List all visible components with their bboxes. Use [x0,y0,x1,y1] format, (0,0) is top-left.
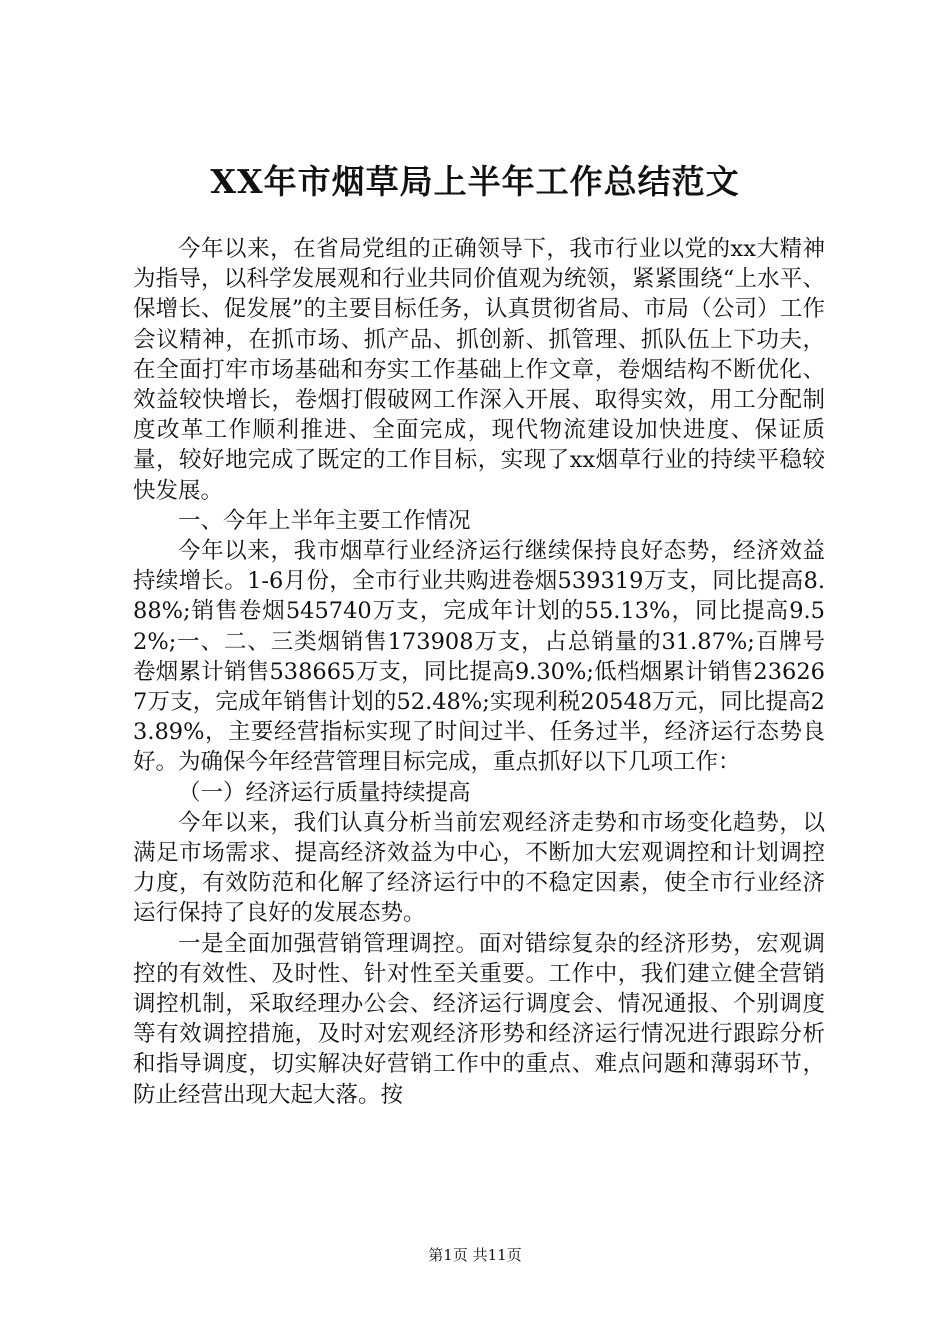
paragraph-overview: 今年以来，我市烟草行业经济运行继续保持良好态势，经济效益持续增长。1-6月份，全市行业共购进卷烟539319万支，同比提高8.88%;销售卷烟545740万支，完成年计划的55.13%，同比提高9.52%;一、二、三类烟销售173908万支，占总销量的31.87%;百牌号卷烟累计销售538665万支，同比提高9.30%;低档烟累计销售236267万支，完成年销售计划的52.48%;实现利税20548万元，同比提高23.89%，主要经营指标实现了时间过半、任务过半，经济运行态势良好。为确保今年经营管理目标完成，重点抓好以下几项工作： [133,538,825,776]
paragraph-economy: 今年以来，我们认真分析当前宏观经济走势和市场变化趋势，以满足市场需求、提高经济效益为中心，不断加大宏观调控和计划调控力度，有效防范和化解了经济运行中的不稳定因素，使全市行业经济运行保持了良好的发展态势。 [133,809,825,927]
paragraph-intro: 今年以来，在省局党组的正确领导下，我市行业以党的xx大精神为指导，以科学发展观和行业共同价值观为统领，紧紧围绕“上水平、保增长、促发展”的主要目标任务，认真贯彻省局、市局（公司）工作会议精神，在抓市场、抓产品、抓创新、抓管理、抓队伍上下功夫，在全面打牢市场基础和夯实工作基础上作文章，卷烟结构不断优化、效益较快增长，卷烟打假破网工作深入开展、取得实效，用工分配制度改革工作顺利推进、全面完成，现代物流建设加快进度、保证质量，较好地完成了既定的工作目标，实现了xx烟草行业的持续平稳较快发展。 [133,236,825,504]
document-title: XX年市烟草局上半年工作总结范文 [210,162,740,201]
subsection-heading-1: （一）经济运行质量持续提高 [178,779,471,806]
section-heading-1: 一、今年上半年主要工作情况 [178,507,471,534]
page-footer: 第1页 共11页 [428,1246,522,1264]
document-body [133,234,825,1110]
paragraph-marketing: 一是全面加强营销管理调控。面对错综复杂的经济形势，宏观调控的有效性、及时性、针对性至关重要。工作中，我们建立健全营销调控机制，采取经理办公会、经济运行调度会、情况通报、个别调度等有效调控措施，及时对宏观经济形势和经济运行情况进行跟踪分析和指导调度，切实解决好营销工作中的重点、难点问题和薄弱环节，防止经营出现大起大落。按 [133,930,825,1108]
